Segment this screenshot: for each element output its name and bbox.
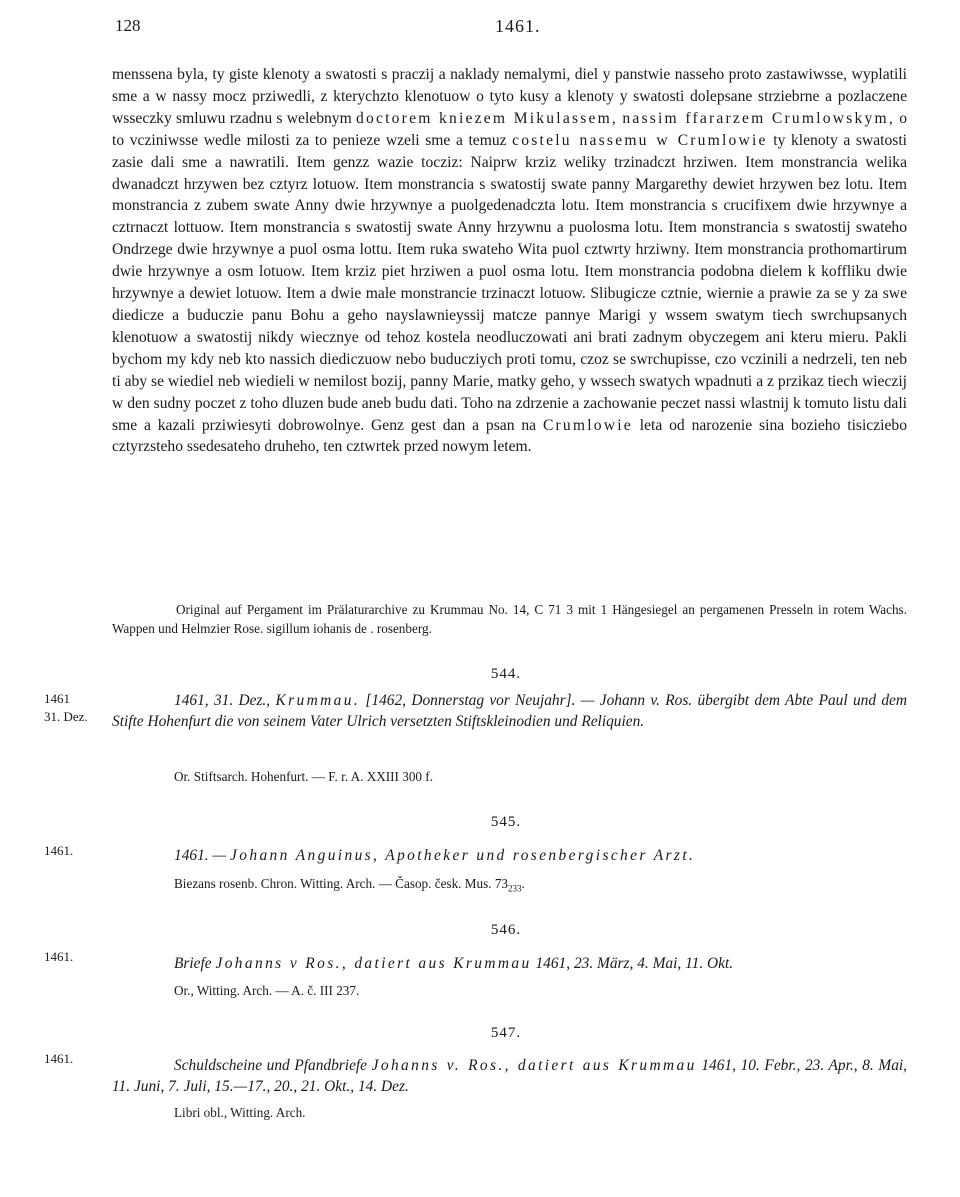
regest-text: Schuldscheine und Pfandbriefe bbox=[174, 1057, 368, 1074]
charter-paragraph bbox=[112, 64, 907, 458]
margin-date-year: 1461. bbox=[44, 1051, 74, 1066]
regest-date: 1461, 31. Dez., bbox=[174, 692, 271, 709]
regest-entry bbox=[112, 845, 907, 866]
regest-dates: 1461, 23. März, 4. Mai, 11. Okt. bbox=[535, 955, 734, 972]
entry-number: 545. bbox=[490, 814, 522, 830]
margin-date-year: 1461. bbox=[44, 843, 74, 858]
regest-entry bbox=[112, 1055, 907, 1097]
charter-text-spaced: nassim ffararzem Crumlowskym, bbox=[622, 109, 895, 127]
charter-text-part: ty klenoty a swatosti zasie dali sme a nawratili. Item genzz wazie tocziz: Naiprw krziz weliky trzinadczt hrziwen. Item monstrancia welika dwanadczt hrzywen bez cztyrz lotuow. Item monstrancia s swatostij swate panny Margarethy dewiet hrzywen bez lotu. Item monstrancia z zubem swate Anny dwie hrzywnye a puolgedenadczta lotu. Item monstrancia s crucifixem dwie hrzywnye a cztrnaczt lottuow. Item monstrancia s swatostij swate Anny hrzywnu a puolosma lotu. Item monstrancia s swatostij swateho Ondrzege dwie hrzywnye a puol osma lottu. Item ruka swateho Wita puol cztwrty hrziwny. Item monstrancia prothomartirum dwie hrzywnye a osm lotuow. Item krziz piet hrziwen a puol osma lotu. Item monstrancia podobna dielem k koffliku dwie hrzywnye a dewiet lotuow. Item a dwie male monstrancie trzinaczt lotuow. Slibugicze cztnie, wiernie a prawie za se y za swe diedicze a buduczie panu Bohu a geho nayslawnieyssij matcze pannye Marigi y wssem swatym tiech swrchupsanych klenotuow a swatostij nikdy wiecznye od tehoz kostela neodluczowati ani brati zadnym obyczegem ani kteru mieru. Pakli bychom my kdy neb kto nassich diediczuow nebo buducziych proti tomu, czoz se swrchupisse, czo vczinili a nedrzeli, ten neb ti aby se wiediel neb wiedieli w nemilost bozij, panny Marie, matky geho, y wssech swatych wpadnuti a z przikaz tiech wieczij w den sudny poczet z toho dluzen bude aneb budu dati. Toho na zdrzenie a zachowanie peczet nassi wlastnij k tomuto listu dali sme a kazali prziwiesyti dobrowolnye. Genz gest dan a psan na bbox=[112, 131, 907, 434]
page-number: 128 bbox=[115, 16, 141, 35]
archive-note-text: Biezans rosenb. Chron. Witting. Arch. — Časop. česk. Mus. 73 bbox=[174, 876, 509, 891]
margin-date bbox=[44, 948, 104, 966]
regest-entry bbox=[112, 953, 907, 974]
archive-note bbox=[174, 875, 874, 898]
page-header bbox=[115, 16, 905, 44]
archive-note: Or., Witting. Arch. — A. č. III 237. bbox=[174, 983, 360, 998]
charter-text bbox=[112, 64, 907, 458]
charter-text-part: menssena byla, ty giste klenoty a swatosti s praczij a naklady nemalymi, diel y panstwie nasseho proto zastawiwsse, wyplatili sme a w nassy mocz prziwedli, z kterychzto klenotuow o tyto kusy a klenoty y swatosti dolepsane strziebrne a pozlaczene wsseczky smluwu rzadnu s welebnym bbox=[112, 66, 907, 127]
margin-date-year: 1461 bbox=[44, 691, 70, 706]
regest-entry bbox=[112, 690, 907, 732]
regest-title: Johann Anguinus, Apotheker und rosenbergischer Arzt. bbox=[230, 847, 696, 864]
charter-text-spaced: costelu nassemu w Crumlowie bbox=[512, 131, 768, 149]
regest-date: 1461. — bbox=[174, 847, 227, 864]
archive-note: Or. Stiftsarch. Hohenfurt. — F. r. A. XXIII 300 f. bbox=[174, 769, 433, 784]
regest-title: Johanns v. Ros., datiert aus Krummau bbox=[371, 1057, 697, 1074]
margin-date-day: 31. Dez. bbox=[44, 709, 88, 724]
archive-note-subscript: 233 bbox=[508, 883, 522, 894]
regest-place: Krummau. bbox=[275, 692, 361, 709]
charter-text-part: o to vcziniwsse wedle milosti za to penieze wzeli sme a temuz bbox=[112, 109, 908, 149]
margin-date-year: 1461. bbox=[44, 949, 74, 964]
charter-text-spaced: doctorem kniezem Mikulassem, bbox=[356, 109, 619, 127]
charter-text-part: leta od narozenie sina bozieho tisicziebo cztyrzsteho ssedesateho druheho, ten cztwrtek przed nowym letem. bbox=[112, 416, 907, 456]
margin-date bbox=[44, 1050, 104, 1068]
regest-text: Briefe bbox=[174, 955, 212, 972]
regest-title: Johanns v Ros., datiert aus Krummau bbox=[215, 955, 532, 972]
regest-dates: 1461, 10. Febr., 23. Apr., 8. Mai, 11. Juni, 7. Juli, 15.—17., 20., 21. Okt., 14. Dez. bbox=[112, 1057, 908, 1095]
source-note: Original auf Pergament im Prälaturarchive zu Krummau No. 14, C 71 3 mit 1 Hängesiegel an pergamenen Presseln in rotem Wachs. Wappen und Helmzier Rose. sigillum iohanis de . rosenberg. bbox=[112, 602, 907, 636]
running-header-year: 1461. bbox=[495, 16, 541, 36]
regest-text: [1462, Donnerstag vor Neujahr]. — Johann v. Ros. übergibt dem Abte Paul und dem Stifte Hohenfurt die von seinem Vater Ulrich versetzten Stiftskleinodien und Reliquien. bbox=[112, 692, 907, 730]
entry-number: 547. bbox=[490, 1025, 522, 1041]
entry-number: 546. bbox=[490, 922, 522, 938]
archive-note-text: . bbox=[521, 876, 525, 891]
entry-number: 544. bbox=[490, 666, 522, 682]
margin-date bbox=[44, 690, 104, 726]
charter-text-spaced: Crumlowie bbox=[542, 416, 633, 434]
margin-date bbox=[44, 842, 104, 860]
archive-note: Libri obl., Witting. Arch. bbox=[174, 1105, 306, 1120]
